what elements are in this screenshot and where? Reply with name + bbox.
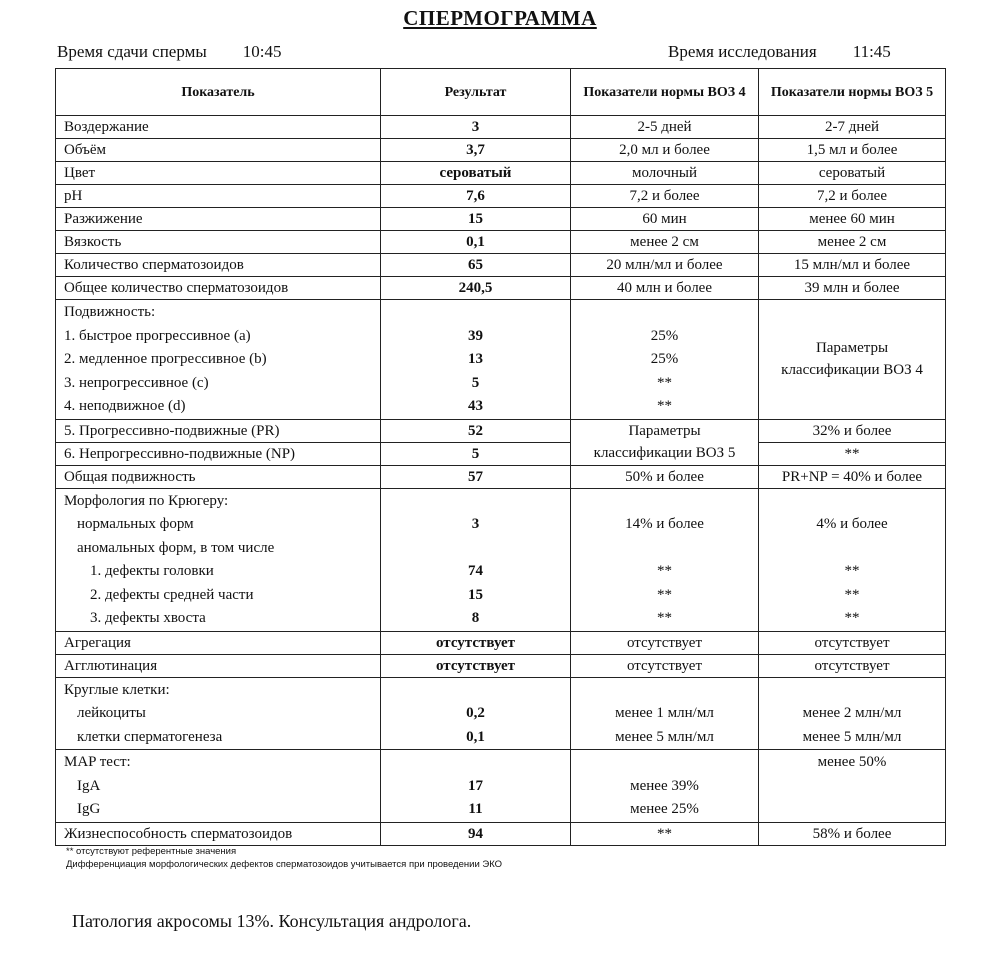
pr-np-result: 52 [381, 419, 571, 442]
morphology-results-normal: 3 [471, 516, 480, 532]
who5-norm: 15 млн/мл и более [759, 254, 946, 277]
footnote-no-reference: ** отсутствуют референтные значения [66, 846, 237, 857]
motility-labels [56, 300, 381, 420]
motility-item-label: 2. медленное прогрессивное (b) [64, 351, 267, 367]
pr-np-who5: 32% и более [759, 419, 946, 442]
morphology-who5-defect: ** [844, 586, 860, 603]
result-value: 94 [381, 822, 571, 845]
analysis-time-line [668, 42, 891, 62]
analysis-time-label: Время исследования [668, 42, 817, 61]
empty-line [389, 490, 562, 514]
motility-who5-note: Параметры классификации ВОЗ 4 [759, 300, 946, 420]
morphology-block-row [56, 488, 946, 631]
who5-norm: 1,5 мл и более [759, 139, 946, 162]
empty-line [579, 301, 750, 325]
pr-np-who4-note: Параметры классификации ВОЗ 5 [571, 419, 759, 465]
table-row [56, 162, 946, 185]
morphology-heading: Морфология по Крюгеру: [64, 492, 229, 509]
indicator-name: Агглютинация [56, 654, 381, 677]
map-test-results [381, 750, 571, 823]
morphology-who4 [571, 488, 759, 631]
round-cells-heading: Круглые клетки: [64, 681, 170, 698]
map-test-who5 [759, 750, 946, 823]
indicator-name: Воздержание [56, 116, 381, 139]
result-value: 240,5 [381, 277, 571, 300]
morphology-who4-defect: ** [657, 563, 672, 579]
motility-item-who4: ** [657, 398, 672, 414]
morphology-normal-label: нормальных форм [77, 516, 194, 532]
indicator-name: Жизнеспособность сперматозоидов [56, 822, 381, 845]
pr-np-row [56, 419, 946, 442]
table-row [56, 139, 946, 162]
round-cells-who4 [571, 677, 759, 750]
pr-np-label: 6. Непрогрессивно-подвижные (NP) [56, 442, 381, 465]
analysis-time-value: 11:45 [852, 42, 891, 61]
who5-norm: менее 60 мин [759, 208, 946, 231]
who5-norm: 2-7 дней [759, 116, 946, 139]
morphology-results-defect: 74 [468, 563, 483, 579]
pr-np-row [56, 442, 946, 465]
table-row [56, 231, 946, 254]
morphology-defect-label: 2. дефекты средней части [90, 586, 254, 603]
who5-norm: PR+NP = 40% и более [759, 465, 946, 488]
motility-results [381, 300, 571, 420]
empty-line [579, 679, 750, 703]
table-row [56, 185, 946, 208]
indicator-name: Агрегация [56, 631, 381, 654]
table-row [56, 208, 946, 231]
who5-norm: 39 млн и более [759, 277, 946, 300]
spermogram-table [55, 68, 946, 846]
map-test-label: IgA [77, 777, 101, 794]
round-cells-label: клетки сперматогенеза [77, 728, 223, 745]
map-test-results-value: 11 [468, 801, 483, 817]
map-test-who5-value: менее 50% [817, 754, 887, 770]
who4-norm: менее 2 см [571, 231, 759, 254]
empty-line [767, 537, 937, 561]
result-value: отсутствует [381, 631, 571, 654]
indicator-name: Общее количество сперматозоидов [56, 277, 381, 300]
morphology-abnormal-heading: аномальных форм, в том числе [77, 539, 275, 556]
empty-line [389, 537, 562, 561]
motility-item-result: 13 [468, 351, 483, 367]
motility-block-row [56, 300, 946, 420]
who4-norm: 2,0 мл и более [571, 139, 759, 162]
round-cells-who5-value: менее 5 млн/мл [802, 728, 902, 745]
who4-norm: 7,2 и более [571, 185, 759, 208]
motility-who4 [571, 300, 759, 420]
round-cells-results-value: 0,1 [466, 728, 485, 745]
who5-norm: 58% и более [759, 822, 946, 845]
map-test-labels [56, 750, 381, 823]
map-test-heading: MAP тест: [64, 754, 131, 770]
table-header-row [56, 69, 946, 116]
indicator-name: Разжижение [56, 208, 381, 231]
empty-line [767, 679, 937, 703]
motility-item-who4: ** [657, 374, 672, 391]
indicator-name: pH [56, 185, 381, 208]
empty-line [389, 751, 562, 775]
who5-norm: сероватый [759, 162, 946, 185]
submission-time-value: 10:45 [242, 42, 282, 61]
morphology-results-defect: 8 [471, 610, 480, 626]
header-indicator: Показатель [56, 69, 381, 116]
who4-norm: ** [571, 822, 759, 845]
round-cells-who4-value: менее 5 млн/мл [615, 728, 714, 745]
motility-item-result: 5 [471, 374, 480, 391]
pr-np-result: 5 [381, 442, 571, 465]
morphology-defect-label: 1. дефекты головки [90, 563, 214, 579]
footnote-morphology-eco: Дифференциация морфологических дефектов сперматозоидов учитывается при проведении ЭКО [66, 859, 503, 870]
empty-line [579, 751, 750, 775]
header-result: Результат [381, 69, 571, 116]
round-cells-who5-value: менее 2 млн/мл [802, 705, 902, 721]
table-row [56, 116, 946, 139]
who4-norm: 2-5 дней [571, 116, 759, 139]
motility-item-label: 4. неподвижное (d) [64, 398, 186, 414]
agglutination-row [56, 654, 946, 677]
motility-item-who4: 25% [650, 351, 679, 367]
morphology-defect-label: 3. дефекты хвоста [90, 610, 206, 626]
motility-item-label: 1. быстрое прогрессивное (a) [64, 327, 251, 344]
morphology-who5 [759, 488, 946, 631]
who4-norm: молочный [571, 162, 759, 185]
result-value: 57 [381, 465, 571, 488]
map-test-results-value: 17 [468, 777, 483, 794]
who5-norm: менее 2 см [759, 231, 946, 254]
motility-item-label: 3. непрогрессивное (c) [64, 374, 209, 391]
who4-norm: 40 млн и более [571, 277, 759, 300]
map-test-who4-value: менее 25% [630, 801, 699, 817]
morphology-who5-defect: ** [844, 563, 860, 579]
empty-line [579, 490, 750, 514]
table-row [56, 254, 946, 277]
morphology-labels [56, 488, 381, 631]
indicator-name: Вязкость [56, 231, 381, 254]
result-value: 0,1 [381, 231, 571, 254]
round-cells-block-row [56, 677, 946, 750]
morphology-who4-defect: ** [657, 610, 672, 626]
submission-time-line [57, 42, 282, 62]
map-test-who4-value: менее 39% [630, 777, 699, 794]
morphology-results [381, 488, 571, 631]
result-value: 15 [381, 208, 571, 231]
map-test-block-row [56, 750, 946, 823]
empty-line [389, 301, 562, 325]
empty-line [389, 679, 562, 703]
morphology-who4-normal: 14% и более [625, 516, 704, 532]
round-cells-results [381, 677, 571, 750]
morphology-results-defect: 15 [468, 586, 483, 603]
motility-item-result: 43 [468, 398, 483, 414]
result-value: сероватый [381, 162, 571, 185]
result-value: 7,6 [381, 185, 571, 208]
total-motility-row [56, 465, 946, 488]
who4-norm: 50% и более [571, 465, 759, 488]
submission-time-label: Время сдачи спермы [57, 42, 207, 61]
motility-item-who4: 25% [650, 327, 679, 344]
conclusion-text: Патология акросомы 13%. Консультация андролога. [72, 911, 472, 931]
who4-norm: 20 млн/мл и более [571, 254, 759, 277]
round-cells-labels [56, 677, 381, 750]
round-cells-who4-value: менее 1 млн/мл [615, 705, 714, 721]
header-who5: Показатели нормы ВОЗ 5 [759, 69, 946, 116]
map-test-who4 [571, 750, 759, 823]
pr-np-who5: ** [759, 442, 946, 465]
morphology-who5-defect: ** [844, 610, 860, 626]
result-value: 3,7 [381, 139, 571, 162]
map-test-label: IgG [77, 801, 101, 817]
who4-norm: отсутствует [571, 654, 759, 677]
viability-row [56, 822, 946, 845]
morphology-who4-defect: ** [657, 586, 672, 603]
motility-item-result: 39 [468, 327, 483, 344]
morphology-who5-normal: 4% и более [816, 516, 888, 532]
header-who4: Показатели нормы ВОЗ 4 [571, 69, 759, 116]
indicator-name: Цвет [56, 162, 381, 185]
motility-heading: Подвижность: [64, 304, 156, 320]
table-row [56, 277, 946, 300]
who4-norm: отсутствует [571, 631, 759, 654]
round-cells-results-value: 0,2 [466, 705, 485, 721]
indicator-name: Общая подвижность [56, 465, 381, 488]
round-cells-label: лейкоциты [77, 705, 146, 721]
report-title: СПЕРМОГРАММА [403, 6, 597, 30]
pr-np-label: 5. Прогрессивно-подвижные (PR) [56, 419, 381, 442]
indicator-name: Количество сперматозоидов [56, 254, 381, 277]
who5-norm: отсутствует [759, 631, 946, 654]
who4-norm: 60 мин [571, 208, 759, 231]
empty-line [767, 490, 937, 514]
who5-norm: отсутствует [759, 654, 946, 677]
result-value: отсутствует [381, 654, 571, 677]
who5-norm: 7,2 и более [759, 185, 946, 208]
spermogram-table-container [55, 68, 946, 846]
round-cells-who5 [759, 677, 946, 750]
result-value: 65 [381, 254, 571, 277]
result-value: 3 [381, 116, 571, 139]
empty-line [579, 537, 750, 561]
aggregation-row [56, 631, 946, 654]
indicator-name: Объём [56, 139, 381, 162]
